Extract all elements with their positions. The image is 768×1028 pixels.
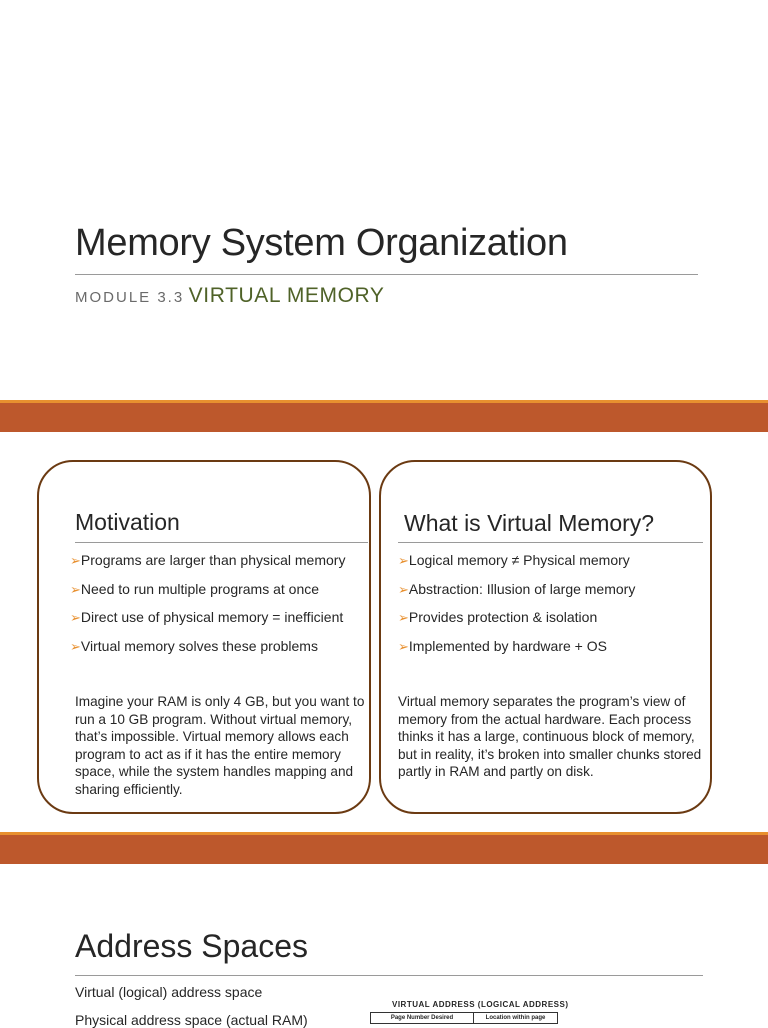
motivation-heading: Motivation <box>75 509 180 535</box>
arrow-bullet-icon: ➢ <box>70 610 81 625</box>
arrow-bullet-icon: ➢ <box>70 582 81 597</box>
list-item: ➢Provides protection & isolation <box>398 609 598 625</box>
virtual-memory-heading: What is Virtual Memory? <box>404 510 655 536</box>
module-label: MODULE 3.3 <box>75 289 185 306</box>
arrow-bullet-icon: ➢ <box>398 553 409 568</box>
slide-separator-band <box>0 832 768 864</box>
arrow-bullet-icon: ➢ <box>70 553 81 568</box>
virtual-address-diagram <box>370 1012 558 1024</box>
list-item: ➢Implemented by hardware + OS <box>398 638 607 654</box>
module-topic: VIRTUAL MEMORY <box>188 284 385 307</box>
address-spaces-title: Address Spaces <box>75 928 309 964</box>
motivation-divider <box>75 542 368 543</box>
band-accent-line <box>0 400 768 403</box>
arrow-bullet-icon: ➢ <box>398 610 409 625</box>
list-item: ➢Abstraction: Illusion of large memory <box>398 581 636 597</box>
arrow-bullet-icon: ➢ <box>398 639 409 654</box>
slide-title: Memory System Organization <box>75 222 568 264</box>
list-item: ➢Programs are larger than physical memory <box>70 552 346 568</box>
band-accent-line <box>0 832 768 835</box>
virtual-memory-divider <box>398 542 703 543</box>
list-item: Physical address space (actual RAM) <box>75 1012 308 1028</box>
page-number-cell: Page Number Desired <box>371 1013 474 1023</box>
slide-separator-band <box>0 400 768 432</box>
page-offset-cell: Location within page <box>485 1015 546 1021</box>
arrow-bullet-icon: ➢ <box>70 639 81 654</box>
list-item: ➢Direct use of physical memory = inefficient <box>70 609 344 625</box>
list-item: ➢Need to run multiple programs at once <box>70 581 320 597</box>
title-divider <box>75 274 698 275</box>
arrow-bullet-icon: ➢ <box>398 582 409 597</box>
virtual-address-caption: VIRTUAL ADDRESS (LOGICAL ADDRESS) <box>392 1000 569 1009</box>
slide-subtitle <box>75 284 385 308</box>
address-spaces-divider <box>75 975 703 976</box>
motivation-paragraph: Imagine your RAM is only 4 GB, but you want to run a 10 GB program. Without virtual memory, that’s impossible. Virtual memory allows each program to act as if it has the entire memory space, while the system handles mapping and sharing efficiently. <box>75 694 365 797</box>
list-item: Virtual (logical) address space <box>75 984 263 1000</box>
virtual-memory-paragraph: Virtual memory separates the program’s view of memory from the actual hardware. Each process thinks it has a large, continuous block of memory, but in reality, it’s broken into smaller chunks stored partly in RAM and partly on disk. <box>398 694 702 780</box>
list-item: ➢Logical memory ≠ Physical memory <box>398 552 630 568</box>
list-item: ➢Virtual memory solves these problems <box>70 638 318 654</box>
